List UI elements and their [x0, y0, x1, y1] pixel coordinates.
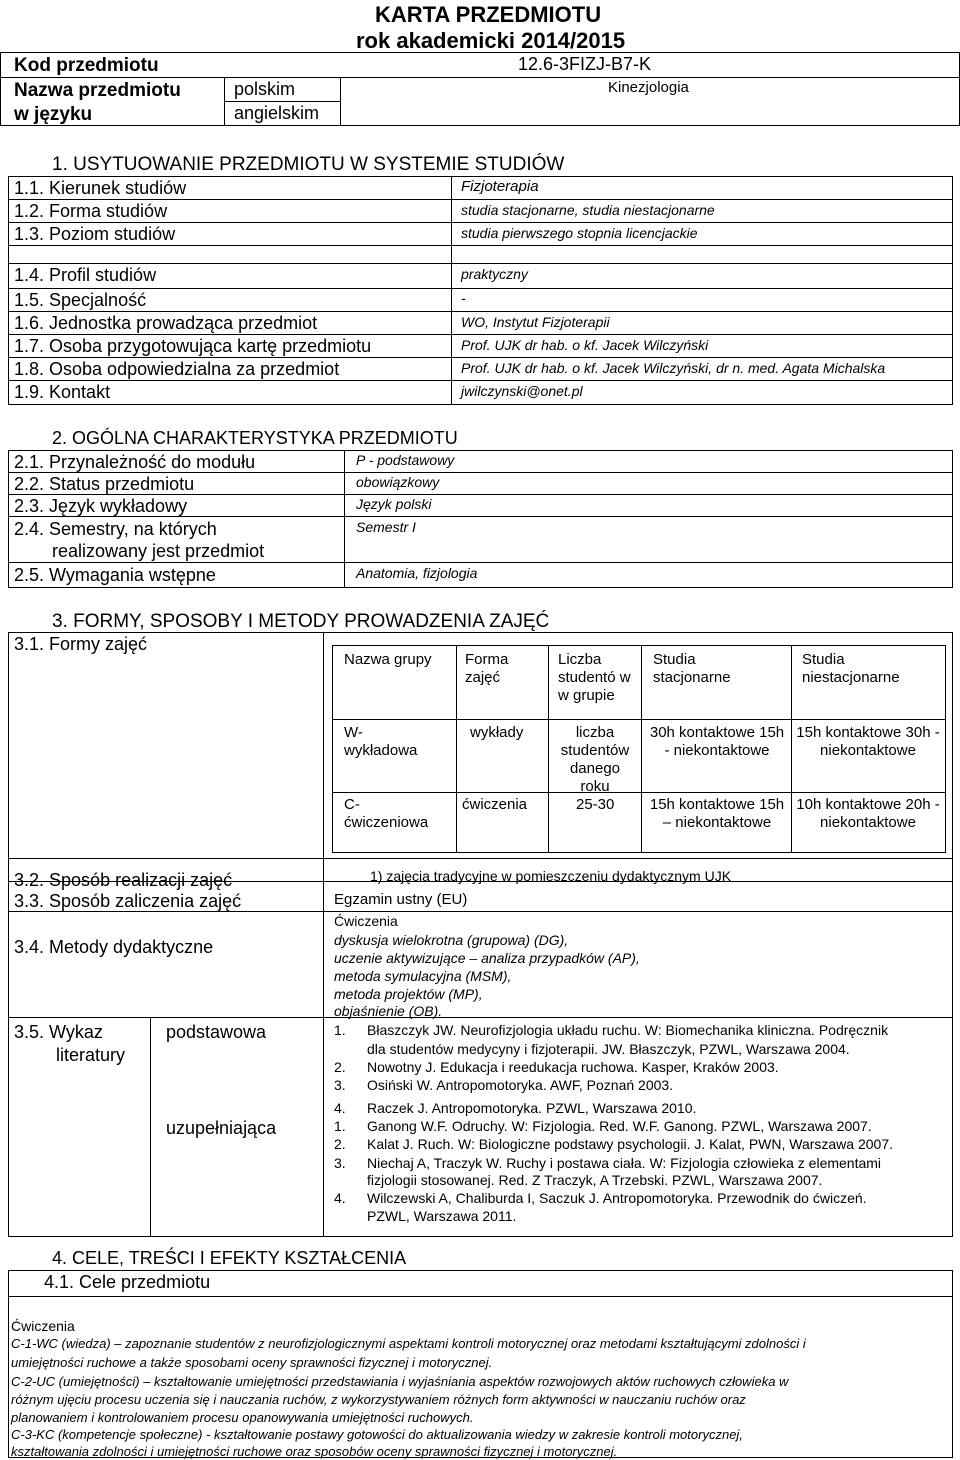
lit-entry: Nowotny J. Edukacja i reedukacja ruchowa. Kasper, Kraków 2003. — [367, 1059, 779, 1075]
cell-count: liczba studentów danego roku — [560, 724, 630, 795]
field-label: 1.6. Jednostka prowadząca przedmiot — [14, 313, 318, 333]
field-value: praktyczny — [461, 266, 528, 282]
academic-year: rok akademicki 2014/2015 — [356, 28, 626, 53]
credit-value: Egzamin ustny (EU) — [334, 891, 468, 908]
lit-entry: Niechaj A, Traczyk W. Ruchy i postawa ciała. W: Fizjologia człowieka z elementami — [367, 1155, 882, 1171]
field-value: Anatomia, fizjologia — [356, 565, 478, 581]
goals-label: 4.1. Cele przedmiotu — [44, 1272, 211, 1292]
method-item: objaśnienie (OB). — [334, 1003, 443, 1019]
field-value: WO, Instytut Fizjoterapii — [461, 314, 610, 330]
goal-line: kształtowania zdolności i umiejętności ruchowe oraz sposobów oceny sprawności fizycznej i motorycznej. — [11, 1444, 618, 1459]
lang-polish-label: polskim — [234, 79, 296, 99]
course-code-label: Kod przedmiotu — [14, 55, 159, 76]
cell-form: wykłady — [470, 724, 524, 741]
field-value: obowiązkowy — [356, 474, 440, 490]
field-label: 2.5. Wymagania wstępne — [14, 565, 216, 585]
lit-number: 3. — [334, 1077, 346, 1093]
lit-number: 1. — [334, 1118, 346, 1134]
field-label: 2.4. Semestry, na których — [14, 519, 217, 539]
literature-basic-label: podstawowa — [166, 1022, 267, 1042]
lit-entry: dla studentów medycyny i fizjoterapii. JW. Błaszczyk, PZWL, Warszawa 2004. — [367, 1041, 850, 1057]
course-name-value: Kinezjologia — [608, 79, 689, 96]
field-label: 2.1. Przynależność do modułu — [14, 452, 256, 472]
field-value: Prof. UJK dr hab. o kf. Jacek Wilczyński — [461, 337, 709, 353]
field-label: 1.7. Osoba przygotowująca kartę przedmiotu — [14, 336, 372, 356]
cell-group: C- ćwiczeniowa — [344, 796, 429, 831]
field-value: Prof. UJK dr hab. o kf. Jacek Wilczyński, dr n. med. Agata Michalska — [461, 360, 886, 376]
course-name-label: Nazwa przedmiotu — [14, 80, 181, 101]
cell-part-time: 10h kontaktowe 20h - niekontaktowe — [796, 796, 940, 831]
field-label: 1.2. Forma studiów — [14, 201, 168, 221]
lit-entry: Kalat J. Ruch. W: Biologiczne podstawy psychologii. J. Kalat, PWN, Warszawa 2007. — [367, 1136, 894, 1152]
realization-value: 1) zajęcia tradycyjne w pomieszczeniu dydaktycznym UJK — [370, 868, 732, 884]
methods-label: 3.4. Metody dydaktyczne — [14, 937, 214, 957]
lit-number: 3. — [334, 1155, 346, 1171]
field-label: 1.9. Kontakt — [14, 382, 111, 402]
th-form: Forma zajęć — [465, 651, 509, 686]
forms-label: 3.1. Formy zajęć — [14, 634, 148, 654]
lit-entry: Wilczewski A, Chaliburda I, Saczuk J. Antropomotoryka. Przewodnik do ćwiczeń. — [367, 1190, 867, 1206]
field-value: studia stacjonarne, studia niestacjonarne — [461, 202, 715, 218]
goal-line: C-1-WC (wiedza) – zapoznanie studentów z neurofizjologicznymi aspektami kontroli motorycznej oraz metodami kształtującymi zdolności i — [11, 1336, 806, 1351]
field-label: 1.3. Poziom studiów — [14, 224, 176, 244]
card-title: KARTA PRZEDMIOTU — [375, 2, 602, 27]
lit-number: 2. — [334, 1136, 346, 1152]
section-1-heading: 1. USYTUOWANIE PRZEDMIOTU W SYSTEMIE STUDIÓW — [52, 154, 565, 175]
literature-label: literatury — [56, 1045, 126, 1065]
cell-count: 25-30 — [576, 796, 615, 813]
cell-part-time: 15h kontaktowe 30h - niekontaktowe — [796, 724, 940, 759]
lit-entry: fizjologii stosowanej. Red. Z Traczyk, A Trzebski. PZWL, Warszawa 2007. — [367, 1172, 823, 1188]
cell-full-time: 30h kontaktowe 15h - niekontaktowe — [649, 724, 785, 759]
lit-entry: Błaszczyk JW. Neurofizjologia układu ruchu. W: Biomechanika kliniczna. Podręcznik — [367, 1022, 889, 1038]
course-code-value: 12.6-3FIZJ-B7-K — [518, 54, 652, 74]
method-item: metoda projektów (MP), — [334, 986, 483, 1002]
lit-entry: Ganong W.F. Odruchy. W: Fizjologia. Red. W.F. Ganong. PZWL, Warszawa 2007. — [367, 1118, 872, 1134]
literature-label: 3.5. Wykaz — [14, 1022, 103, 1042]
cell-full-time: 15h kontaktowe 15h – niekontaktowe — [649, 796, 785, 831]
lit-number: 4. — [334, 1190, 346, 1206]
lit-number: 2. — [334, 1059, 346, 1075]
field-value: - — [461, 290, 466, 306]
cell-form: ćwiczenia — [462, 796, 528, 813]
lit-number: 4. — [334, 1100, 346, 1116]
field-label: 1.5. Specjalność — [14, 290, 147, 310]
goal-line: różnym ujęciu procesu uczenia się i nauczania ruchów, z wykorzystywaniem różnych form aktywności w nauczaniu ruchów oraz — [11, 1392, 746, 1407]
cell-group: W- wykładowa — [344, 724, 418, 759]
realization-label: 3.2. Sposób realizacji zajęć — [14, 870, 233, 890]
field-label: 2.2. Status przedmiotu — [14, 474, 195, 494]
th-full-time: Studia stacjonarne — [653, 651, 731, 686]
goals-title: Ćwiczenia — [11, 1318, 75, 1334]
field-label: realizowany jest przedmiot — [52, 541, 265, 561]
th-part-time: Studia niestacjonarne — [802, 651, 900, 686]
lit-entry: Raczek J. Antropomotoryka. PZWL, Warszawa 2010. — [367, 1100, 697, 1116]
section-4-heading: 4. CELE, TREŚCI I EFEKTY KSZTAŁCENIA — [52, 1248, 407, 1268]
goal-line: C-2-UC (umiejętności) – kształtowanie umiejętności przedstawiania i wyjaśniania aspektów rozwojowych aktów ruchowych człowieka w — [11, 1374, 789, 1389]
section-3-heading: 3. FORMY, SPOSOBY I METODY PROWADZENIA ZAJĘĆ — [52, 611, 550, 632]
th-student-count: Liczba studentó w w grupie — [558, 651, 631, 704]
lit-entry: PZWL, Warszawa 2011. — [367, 1208, 517, 1224]
lang-english-label: angielskim — [234, 103, 320, 123]
field-value: studia pierwszego stopnia licencjackie — [461, 225, 698, 241]
goal-line: planowaniem i kontrolowaniem procesu opanowywania umiejętności ruchowych. — [11, 1410, 474, 1425]
field-label: 1.1. Kierunek studiów — [14, 178, 187, 198]
method-item: metoda symulacyjna (MSM), — [334, 968, 512, 984]
field-label: 1.8. Osoba odpowiedzialna za przedmiot — [14, 359, 340, 379]
method-item: dyskusja wielokrotna (grupowa) (DG), — [334, 932, 569, 948]
credit-label: 3.3. Sposób zaliczenia zajęć — [14, 891, 242, 911]
field-value: Fizjoterapia — [461, 178, 539, 195]
field-value: Język polski — [356, 496, 432, 512]
field-value: Semestr I — [356, 519, 416, 535]
lit-entry: Osiński W. Antropomotoryka. AWF, Poznań 2003. — [367, 1077, 674, 1093]
th-group-name: Nazwa grupy — [344, 651, 432, 668]
literature-extra-label: uzupełniająca — [166, 1118, 277, 1138]
field-label: 1.4. Profil studiów — [14, 265, 157, 285]
contact-email: jwilczynski@onet.pl — [461, 383, 583, 399]
course-name-language-label: w języku — [14, 104, 93, 125]
goal-line: C-3-KC (kompetencje społeczne) - kształtowanie postawy gotowości do aktualizowania wiedzy w zakresie kontroli motorycznej, — [11, 1427, 743, 1442]
section-2-heading: 2. OGÓLNA CHARAKTERYSTYKA PRZEDMIOTU — [52, 428, 458, 448]
lit-number: 1. — [334, 1022, 346, 1038]
field-value: P - podstawowy — [356, 452, 455, 468]
field-label: 2.3. Język wykładowy — [14, 496, 188, 516]
methods-title: Ćwiczenia — [334, 913, 398, 929]
goal-line: umiejętności ruchowe a także sposobami oceny sprawności fizycznej i motorycznej. — [11, 1355, 493, 1370]
method-item: uczenie aktywizujące – analiza przypadków (AP), — [334, 950, 640, 966]
